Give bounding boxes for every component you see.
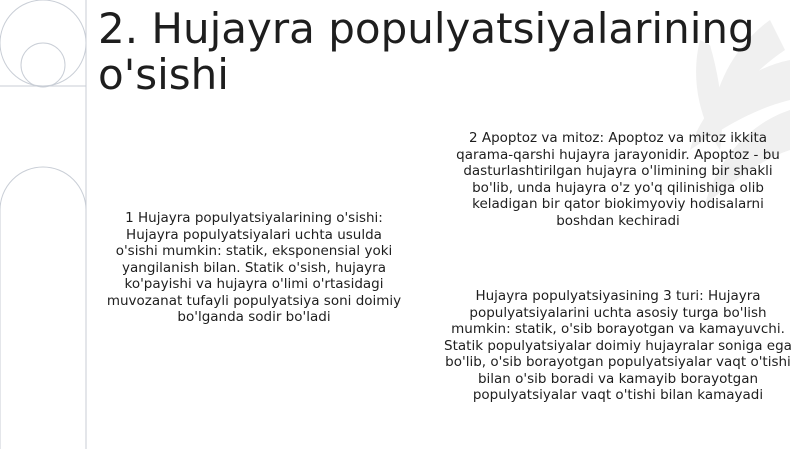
deco-arch-left <box>0 167 86 449</box>
text-block-growth: 1 Hujayra populyatsiyalarining o'sishi: Hujayra populyatsiyalari uchta usulda o'sishi mumkin: statik, eksponensial yoki yangilanish bilan. Statik o'sish, hujayra ko'payishi va hujayra o'limi o'rtasidagi muvozanat tufayli populyatsiya soni doimiy bo'lganda sodir bo'ladi <box>106 210 402 325</box>
text-block-apoptosis: 2 Apoptoz va mitoz: Apoptoz va mitoz ikkita qarama-qarshi hujayra jarayonidir. Apoptoz - bu dasturlashtirilgan hujayra o'limining bir shakli bo'lib, unda hujayra o'z yo'q qilinishiga olib keladigan bir qator biokimyoviy hodisalarni boshdan kechiradi <box>456 130 780 229</box>
deco-circle-inner <box>21 43 65 87</box>
text-block-population-types: Hujayra populyatsiyasining 3 turi: Hujayra populyatsiyalarini uchta asosiy turga bo'lish mumkin: statik, o'sib borayotgan va kamayuvchi. Statik populyatsiyalar doimiy hujayralar soniga ega bo'lib, o'sib borayotgan populyatsiyalar vaqt o'tishi bilan o'sib boradi va kamayib borayotgan populyatsiyalar vaqt o'tishi bilan kamayadi <box>444 288 792 403</box>
slide-title: 2. Hujayra populyatsiyalarining o'sishi <box>98 4 755 99</box>
